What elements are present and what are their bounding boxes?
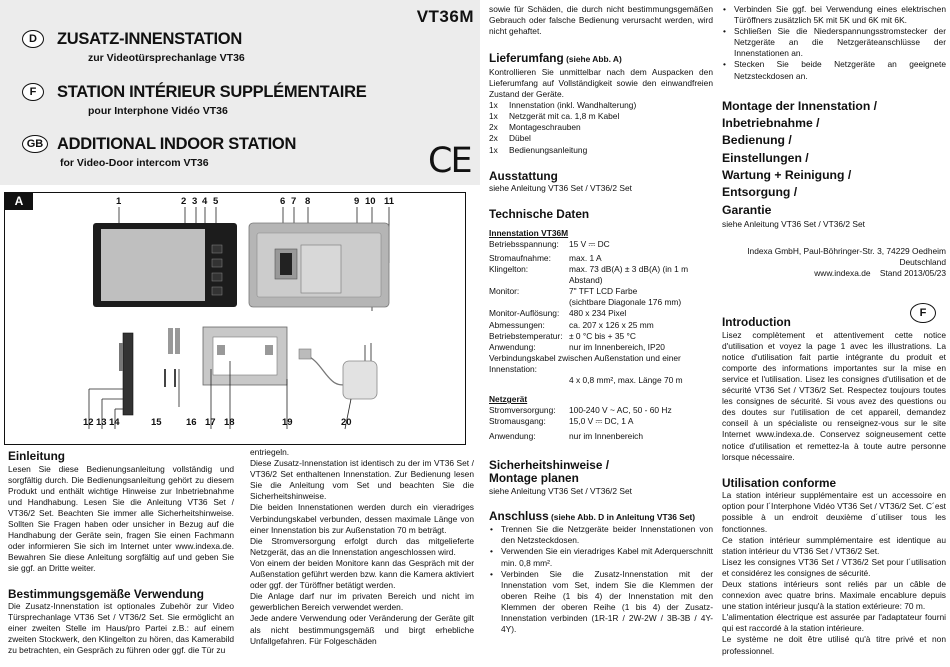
anschluss-ref: (siehe Abb. D in Anleitung VT36 Set) [551, 511, 696, 522]
column-4 [722, 4, 946, 279]
col2-para-5: Von einem der beiden Monitore kann das Gespräch mit der Außenstation geführt werden bzw. kann die Kamera aktiviert oder ggf. der Türöffner betätigt werden. [250, 557, 474, 591]
sicherheit-text: siehe Anleitung VT36 Set / VT36/2 Set [489, 485, 632, 496]
heading-garantie: Garantie [722, 202, 772, 217]
callout-7: 7 [291, 196, 297, 207]
anschluss-list [489, 524, 713, 635]
callout-19: 19 [282, 417, 293, 428]
list-item: 1x Netzgerät mit ca. 1,8 m Kabel [489, 111, 620, 122]
table-row: Monitor: 7" TFT LCD Farbe [489, 286, 638, 297]
list-item: 1x Bedienungsanleitung [489, 144, 588, 155]
heading-netzgeraet: Netzgerät [489, 394, 528, 405]
lang-code-gb: GB [22, 135, 48, 153]
conforme-para-5: L'alimentation électrique est assurée par l'adaptateur fourni qui est raccordé à la station intérieure. [722, 612, 946, 634]
table-row: Klingelton: max. 73 dB(A) ± 3 dB(A) (in 1 m Abstand) [489, 264, 689, 286]
callout-4: 4 [202, 196, 208, 207]
lieferumfang-list [489, 100, 713, 155]
list-item: • Verbinden Sie ggf. bei Verwendung eines elektrischen Türöffners zusätzlich 5K mit 5K und 6K mit 6K. [722, 4, 946, 26]
lieferumfang-ref: (siehe Abb. A) [566, 54, 622, 65]
heading-einleitung: Einleitung [8, 449, 66, 463]
list-item: 1x Innenstation (inkl. Wandhalterung) [489, 100, 637, 111]
table-row: (sichtbare Diagonale 176 mm) [569, 297, 682, 308]
heading-inbetriebnahme: Inbetriebnahme / [722, 115, 820, 130]
heading-entsorgung: Entsorgung / [722, 185, 798, 200]
conforme-para-3: Lisez les consignes VT36 Set / VT36/2 Set pour l´utilisation et considérez les consignes de sécurité. [722, 556, 946, 578]
title-de: ZUSATZ-INNENSTATION [57, 30, 242, 48]
heading-wartung: Wartung + Reinigung / [722, 167, 852, 182]
lang-code-fr: F [22, 83, 44, 101]
column-3 [489, 4, 713, 635]
heading-einstellungen: Einstellungen / [722, 150, 809, 165]
heading-technische-daten: Technische Daten [489, 207, 590, 222]
callout-18: 18 [224, 417, 235, 428]
heading-ausstattung: Ausstattung [489, 168, 558, 183]
title-gb: ADDITIONAL INDOOR STATION [57, 135, 297, 153]
column-4-french [722, 316, 946, 657]
callout-1: 1 [116, 196, 122, 207]
list-item: • Verbinden Sie die Zusatz-Innenstation mit der Innenstation vom Set, indem Sie die Klemmen der oberen Reihe (1 bis 4) der Innenstation mit den Klemmen der oberen Reihe (1 bis 4) der Zusatz-Innenstation verbinden (1R-1R / 2W-2W / 3B-3B / 4Y-4Y). [489, 569, 713, 636]
callout-15: 15 [151, 417, 162, 428]
callout-20: 20 [341, 417, 352, 428]
address-line-1: Indexa GmbH, Paul-Böhringer-Str. 3, 74229 Oedheim [747, 246, 946, 257]
verbindung-line: Verbindungskabel zwischen Außenstation und einer Innenstation: [489, 352, 681, 374]
heading-utilisation-conforme: Utilisation conforme [722, 475, 837, 490]
table-row: Stromversorgung: 100-240 V ~ AC, 50 - 60 Hz [489, 405, 672, 416]
callout-5: 5 [213, 196, 219, 207]
heading-innenstation: Innenstation VT36M [489, 227, 569, 238]
ce-mark: CE [428, 141, 471, 181]
callout-8: 8 [305, 196, 311, 207]
list-item: • Trennen Sie die Netzgeräte beider Innenstationen von den Netzsteckdosen. [489, 524, 713, 546]
col3-intro: sowie für Schäden, die durch nicht bestimmungsgemäßen Gebrauch oder falsche Bedienung verursacht werden, wird nicht gehaftet. [489, 4, 713, 37]
col2-para-6: Die Anlage darf nur im privaten Bereich und nicht im gewerblichen Bereich verwendet werden. [250, 591, 474, 613]
callout-9: 9 [354, 196, 360, 207]
figure-label: A [5, 193, 33, 210]
col2-para-4: Die Stromversorgung erfolgt durch das mitgelieferte Netzgerät, das an die Innenstation angeschlossen wird. [250, 535, 474, 557]
address-line-3: www.indexa.de Stand 2013/05/23 [814, 268, 946, 279]
table-row: Anwendung: nur im Innenbereich [489, 431, 644, 442]
table-row: Anwendung: nur im Innenbereich, IP20 [489, 341, 665, 352]
address-block [722, 246, 946, 279]
callout-16: 16 [186, 417, 197, 428]
heading-bedienung: Bedienung / [722, 133, 792, 148]
table-row: Betriebsspannung: 15 V ⎓ DC [489, 238, 610, 249]
callout-14: 14 [109, 417, 120, 428]
ausstattung-text: siehe Anleitung VT36 Set / VT36/2 Set [489, 183, 632, 194]
heading-montage: Montage der Innenstation / [722, 98, 878, 113]
conforme-para-6: Le système ne doit être utilisé qu'à titre privé et non professionnel. [722, 634, 946, 656]
column-1 [8, 450, 234, 657]
lieferumfang-heading [489, 51, 713, 67]
verwendung-text: Die Zusatz-Innenstation ist optionales Zubehör zur Video Türsprechanlage VT36 Set / VT36/2 Set. Sie ermöglicht an einer zweiten Stelle im Haus/pro Partei z.B.: auf einem zweiten Stockwerk, den Klingelton zu hören, das Kamerabild zu betrachten, ein Gespräch zu führen oder ggf. die Tür zu [8, 601, 234, 656]
column-2 [250, 447, 474, 647]
figure-a [4, 192, 466, 445]
lieferumfang-text: Kontrollieren Sie unmittelbar nach dem Auspacken den Lieferumfang auf Vollständigkeit sowie den einwandfreien Zustand der Geräte. [489, 66, 713, 100]
conforme-para-2: Ce station intérieur summplémentaire est identique au station intérieur du VT36 Set / VT36/2 Set. [722, 534, 946, 556]
callout-17: 17 [205, 417, 216, 428]
col2-para-1: entriegeln. [250, 447, 290, 457]
list-item: • Stecken Sie beide Netzgeräte an geeignete Netzsteckdosen an. [722, 59, 946, 81]
conforme-para-1: La station intérieur supplémentaire est un accessoire en option pour l´Interphone Vidéo VT36 Set / VT36/2 Set. C´est possible à un endroit deuxième d´utiliser tous les fonctionnes. [722, 490, 946, 534]
lang-code-fr-section: F [910, 303, 936, 323]
col4-bullets [722, 4, 946, 82]
callout-11: 11 [384, 196, 395, 207]
subtitle-fr: pour Interphone Vidéo VT36 [88, 105, 228, 117]
col2-para-3: Die beiden Innenstationen werden durch ein vieradriges Verbindungskabel verbunden, dessen maximale Länge von einer Innenstation bis zur Außenstation 70 m beträgt. [250, 502, 474, 535]
col2-para-2: Diese Zusatz-Innenstation ist identisch zu der im VT36 Set / VT36/2 Set enthaltenen Innenstation. Zur Bedienung lesen Sie die Anleitung vom Set und beachten Sie die Sicherheitshinweise. [250, 458, 474, 502]
list-item: • Schließen Sie die Niederspannungsstromstecker der Netzgeräte an die Netzgeräteanschlüsse der Innenstationen an. [722, 26, 946, 59]
table-row: Abmessungen: ca. 207 x 126 x 25 mm [489, 319, 654, 330]
montage-headings [722, 98, 946, 219]
innen-spec-table [489, 239, 713, 353]
lang-code-de: D [22, 30, 44, 48]
table-row: Stromausgang: 15,0 V ⎓ DC, 1 A [489, 416, 634, 427]
table-row: Monitor-Auflösung: 480 x 234 Pixel [489, 308, 627, 319]
callout-3: 3 [192, 196, 198, 207]
table-row: Stromaufnahme: max. 1 A [489, 253, 602, 263]
callout-2: 2 [181, 196, 187, 207]
model-number: VT36M [416, 7, 474, 26]
subtitle-gb: for Video-Door intercom VT36 [60, 157, 209, 169]
netz-spec-table [489, 405, 713, 442]
title-fr: STATION INTÉRIEUR SUPPLÉMENTAIRE [57, 83, 367, 101]
callout-6: 6 [280, 196, 286, 207]
verbindung-value: 4 x 0,8 mm², max. Länge 70 m [569, 375, 683, 386]
list-item: • Verwenden Sie ein vieradriges Kabel mit Aderquerschnitt min. 0,8 mm². [489, 546, 713, 568]
heading-anschluss: Anschluss [489, 508, 549, 523]
einleitung-text: Lesen Sie diese Bedienungsanleitung vollständig und sorgfältig durch. Die Bedienungsanleitung gehört zu diesem Produkt und enthält wichtige Hinweise zur Inbetriebnahme und Handhabung. Lesen Sie die Anleitung VT36 Set / VT36/2 Set. Beachten Sie immer alle Sicherheitshinweise. Sollten Sie Fragen haben oder unsicher in Bezug auf die Handhabung der Geräte sein, fragen Sie einen Fachmann oder informieren Sie sich im Internet unter www.indexa.de. Bewahren Sie diese Anleitung sorgfältig auf und geben Sie sie ggf. an Dritte weiter. [8, 463, 234, 574]
callout-12: 12 [83, 417, 94, 428]
introduction-text: Lisez complètement et attentivement cette notice d'utilisation et voyez la page 1 avec les illustrations. La notice d'utilisation fait partie intégrante du produit et comporte des informations importantes sur la mise en service et l'utilisation. Lisez les consignes d'utilisation et de sécurité VT36 Set / VT36/2 Set. Respectez toujours toutes les consignes de sécurité. Si vous avez des questions ou des doutes sur l'utilisation de cet appareil, demandez conseil à un spécialiste ou renseignez-vous sur le site Internet www.indexa.de. Conservez soigneusement cette notice d'utilisation et remettez-la à toute autre personne lorsque nécessaire. [722, 329, 946, 462]
product-illustration [5, 193, 465, 444]
conforme-para-4: Deux stations intérieurs sont reliés par un câble de connexion avec quatre brins. Maximale encablure depuis une station intérieur jusqu'à la station extérieure: 70 m. [722, 579, 946, 612]
subtitle-de: zur Videotürsprechanlage VT36 [88, 52, 245, 64]
heading-verwendung: Bestimmungsgemäße Verwendung [8, 586, 205, 601]
callout-13: 13 [96, 417, 107, 428]
table-row: Betriebstemperatur: ± 0 °C bis + 35 °C [489, 330, 636, 341]
heading-sicherheit-2: Montage planen [489, 471, 579, 486]
list-item: 2x Dübel [489, 133, 531, 144]
col2-para-7: Jede andere Verwendung oder Veränderung der Geräte gilt als nicht bestimmungsgemäß und birgt erhebliche Unfallgefahren. Für Folgeschäden [250, 613, 474, 646]
address-line-2: Deutschland [899, 257, 946, 268]
list-item: 2x Montageschrauben [489, 122, 581, 133]
heading-introduction: Introduction [722, 315, 791, 329]
heading-sicherheit-1: Sicherheitshinweise / [489, 457, 609, 472]
anschluss-heading [489, 509, 713, 525]
montage-text: siehe Anleitung VT36 Set / VT36/2 Set [722, 218, 865, 229]
callout-10: 10 [365, 196, 376, 207]
heading-lieferumfang: Lieferumfang [489, 51, 564, 66]
